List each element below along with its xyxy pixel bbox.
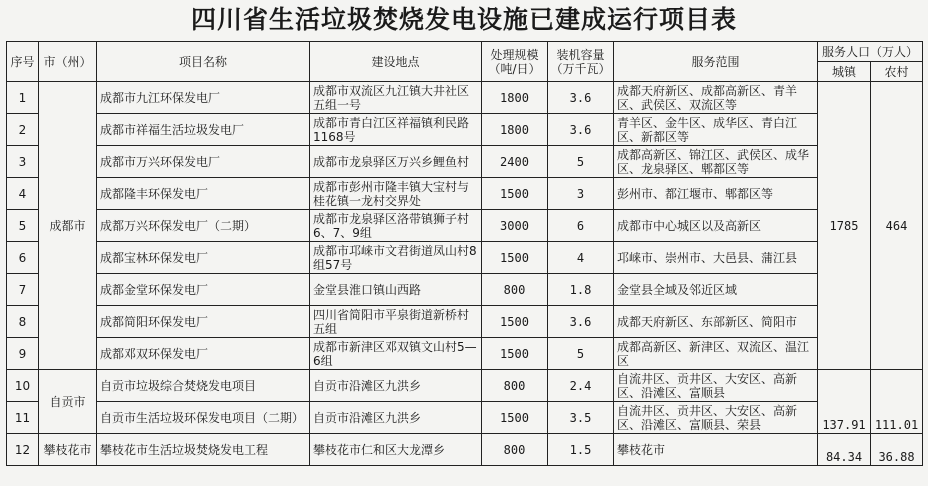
- cell-service: 邛崃市、崇州市、大邑县、蒲江县: [614, 242, 818, 274]
- header-urban: 城镇: [818, 62, 871, 82]
- cell-seq: 2: [7, 114, 39, 146]
- table-row: [7, 402, 923, 434]
- cell-project: 成都金堂环保发电厂: [97, 274, 310, 306]
- table-row: [7, 434, 923, 466]
- header-power: 装机容量（万千瓦）: [548, 42, 614, 82]
- cell-rural: 36.88: [871, 434, 923, 466]
- cell-power: 1.8: [548, 274, 614, 306]
- cell-service: 成都高新区、锦江区、武侯区、成华区、龙泉驿区、郫都区等: [614, 146, 818, 178]
- table-row: [7, 210, 923, 242]
- cell-city: 攀枝花市: [39, 434, 97, 466]
- table-row: [7, 242, 923, 274]
- cell-seq: 8: [7, 306, 39, 338]
- cell-capacity: 1500: [482, 338, 548, 370]
- cell-seq: 7: [7, 274, 39, 306]
- cell-capacity: 2400: [482, 146, 548, 178]
- cell-capacity: 800: [482, 274, 548, 306]
- table-row: [7, 114, 923, 146]
- cell-urban: 84.34: [818, 434, 871, 466]
- cell-location: 自贡市沿滩区九洪乡: [310, 402, 482, 434]
- cell-rural: 464: [871, 82, 923, 370]
- cell-capacity: 1500: [482, 402, 548, 434]
- cell-location: 成都市青白江区祥福镇利民路1168号: [310, 114, 482, 146]
- cell-seq: 6: [7, 242, 39, 274]
- cell-project: 成都市祥福生活垃圾发电厂: [97, 114, 310, 146]
- project-table: [6, 41, 923, 466]
- cell-seq: 1: [7, 82, 39, 114]
- header-row: [7, 42, 923, 62]
- cell-location: 成都市双流区九江镇大井社区五组一号: [310, 82, 482, 114]
- cell-seq: 3: [7, 146, 39, 178]
- cell-capacity: 1500: [482, 242, 548, 274]
- table-row: [7, 82, 923, 114]
- cell-service: 自流井区、贡井区、大安区、高新区、沿滩区、富顺县、荣县: [614, 402, 818, 434]
- cell-project: 攀枝花市生活垃圾焚烧发电工程: [97, 434, 310, 466]
- cell-service: 攀枝花市: [614, 434, 818, 466]
- cell-service: 成都天府新区、东部新区、简阳市: [614, 306, 818, 338]
- cell-power: 5: [548, 338, 614, 370]
- cell-city: 自贡市: [39, 370, 97, 434]
- cell-power: 3.6: [548, 114, 614, 146]
- cell-service: 自流井区、贡井区、大安区、高新区、沿滩区、富顺县: [614, 370, 818, 402]
- cell-power: 2.4: [548, 370, 614, 402]
- cell-capacity: 3000: [482, 210, 548, 242]
- cell-location: 四川省简阳市平泉街道新桥村五组: [310, 306, 482, 338]
- cell-project: 成都隆丰环保发电厂: [97, 178, 310, 210]
- document-title: 四川省生活垃圾焚烧发电设施已建成运行项目表: [190, 5, 737, 34]
- cell-urban: 1785: [818, 82, 871, 370]
- cell-project: 成都市九江环保发电厂: [97, 82, 310, 114]
- cell-power: 3.6: [548, 82, 614, 114]
- table-row: [7, 370, 923, 402]
- cell-project: 成都宝林环保发电厂: [97, 242, 310, 274]
- cell-location: 成都市新津区邓双镇文山村5—6组: [310, 338, 482, 370]
- table-row: [7, 178, 923, 210]
- header-project: 项目名称: [97, 42, 310, 82]
- cell-seq: 11: [7, 402, 39, 434]
- cell-seq: 5: [7, 210, 39, 242]
- cell-location: 自贡市沿滩区九洪乡: [310, 370, 482, 402]
- header-rural: 农村: [871, 62, 923, 82]
- cell-power: 3.5: [548, 402, 614, 434]
- cell-service: 彭州市、都江堰市、郫都区等: [614, 178, 818, 210]
- cell-seq: 10: [7, 370, 39, 402]
- cell-project: 成都邓双环保发电厂: [97, 338, 310, 370]
- cell-seq: 12: [7, 434, 39, 466]
- cell-capacity: 1800: [482, 114, 548, 146]
- cell-urban: 137.91: [818, 370, 871, 434]
- cell-location: 成都市龙泉驿区万兴乡鲤鱼村: [310, 146, 482, 178]
- cell-location: 成都市彭州市隆丰镇大宝村与桂花镇一龙村交界处: [310, 178, 482, 210]
- cell-location: 成都市邛崃市文君街道凤山村8组57号: [310, 242, 482, 274]
- cell-service: 成都市中心城区以及高新区: [614, 210, 818, 242]
- cell-project: 成都万兴环保发电厂（二期）: [97, 210, 310, 242]
- cell-project: 成都简阳环保发电厂: [97, 306, 310, 338]
- cell-power: 3.6: [548, 306, 614, 338]
- cell-seq: 4: [7, 178, 39, 210]
- cell-service: 青羊区、金牛区、成华区、青白江区、新都区等: [614, 114, 818, 146]
- cell-location: 攀枝花市仁和区大龙潭乡: [310, 434, 482, 466]
- cell-service: 成都高新区、新津区、双流区、温江区: [614, 338, 818, 370]
- header-city: 市（州）: [39, 42, 97, 82]
- cell-power: 3: [548, 178, 614, 210]
- table-row: [7, 306, 923, 338]
- cell-power: 6: [548, 210, 614, 242]
- cell-capacity: 800: [482, 434, 548, 466]
- cell-location: 金堂县淮口镇山西路: [310, 274, 482, 306]
- cell-project: 自贡市垃圾综合焚烧发电项目: [97, 370, 310, 402]
- cell-power: 4: [548, 242, 614, 274]
- header-population: 服务人口（万人）: [818, 42, 923, 62]
- cell-seq: 9: [7, 338, 39, 370]
- table-row: [7, 338, 923, 370]
- header-location: 建设地点: [310, 42, 482, 82]
- header-service: 服务范围: [614, 42, 818, 82]
- cell-location: 成都市龙泉驿区洛带镇狮子村6、7、9组: [310, 210, 482, 242]
- cell-capacity: 1800: [482, 82, 548, 114]
- cell-service: 成都天府新区、成都高新区、青羊区、武侯区、双流区等: [614, 82, 818, 114]
- table-row: [7, 274, 923, 306]
- cell-service: 金堂县全域及邻近区域: [614, 274, 818, 306]
- cell-capacity: 800: [482, 370, 548, 402]
- cell-project: 自贡市生活垃圾环保发电项目（二期）: [97, 402, 310, 434]
- header-capacity: 处理规模（吨/日）: [482, 42, 548, 82]
- cell-power: 1.5: [548, 434, 614, 466]
- cell-city: 成都市: [39, 82, 97, 370]
- cell-rural: 111.01: [871, 370, 923, 434]
- cell-capacity: 1500: [482, 178, 548, 210]
- cell-project: 成都市万兴环保发电厂: [97, 146, 310, 178]
- cell-power: 5: [548, 146, 614, 178]
- table-row: [7, 146, 923, 178]
- cell-capacity: 1500: [482, 306, 548, 338]
- header-seq: 序号: [7, 42, 39, 82]
